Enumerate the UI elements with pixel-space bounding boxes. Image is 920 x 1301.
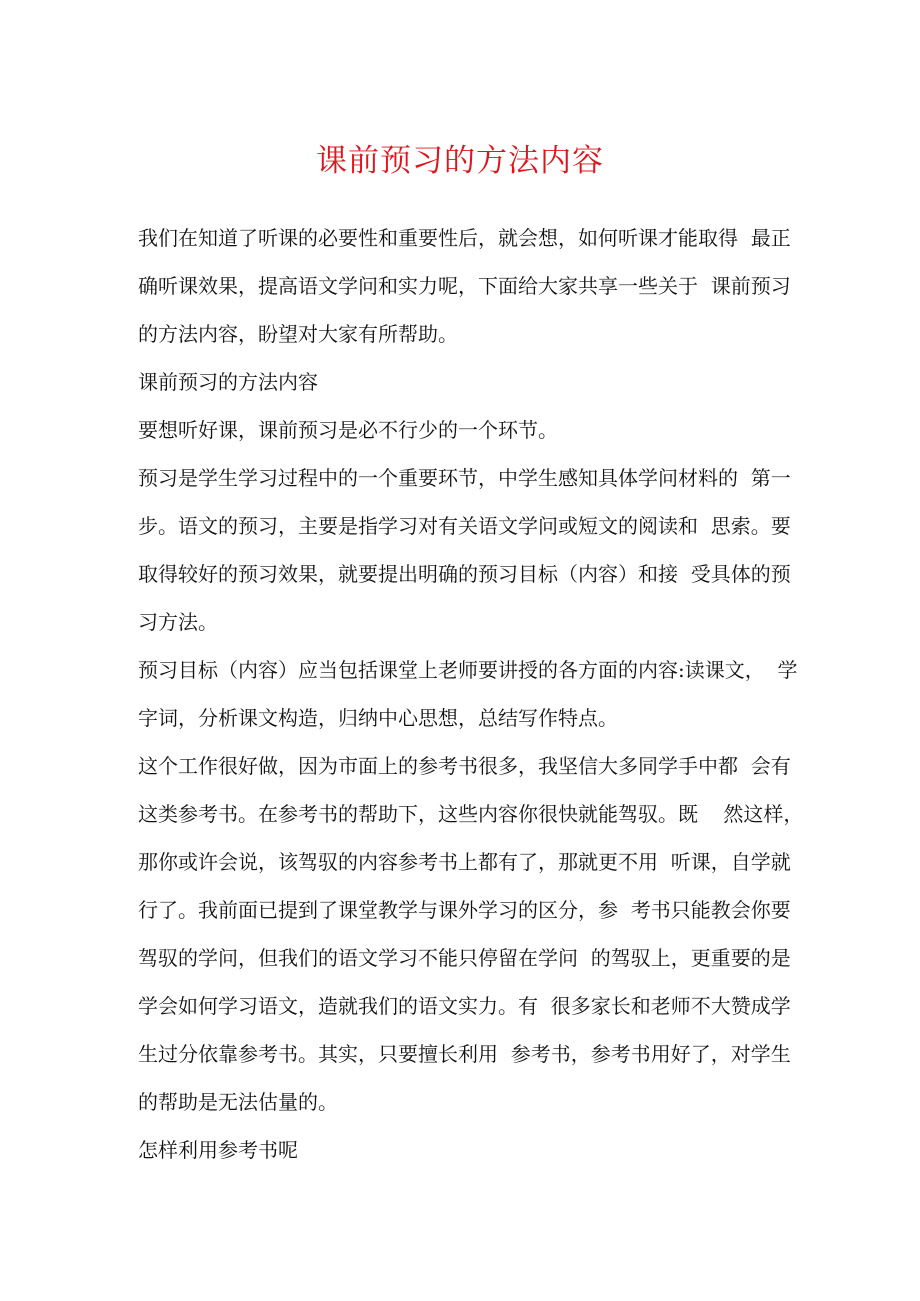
- paragraph-line: 要想听好课，课前预习是必不行少的一个环节。: [138, 418, 558, 442]
- paragraph-line: 取得较好的预习效果，就要提出明确的预习目标（内容）和接 受具体的预: [138, 562, 791, 586]
- paragraph-line: 习方法。: [138, 610, 218, 634]
- paragraph-line: 行了。我前面已提到了课堂教学与课外学习的区分，参 考书只能教会你要: [138, 898, 791, 922]
- paragraph-line: 步。语文的预习，主要是指学习对有关语文学问或短文的阅读和 思索。要: [138, 514, 791, 538]
- document-body: [138, 214, 804, 1174]
- section-heading: 怎样利用参考书呢: [138, 1138, 298, 1162]
- section-heading: 课前预习的方法内容: [138, 370, 318, 394]
- paragraph-line: 学会如何学习语文，造就我们的语文实力。有 很多家长和老师不大赞成学: [138, 994, 791, 1018]
- document-title: 课前预习的方法内容: [316, 143, 604, 179]
- paragraph-line: 这个工作很好做，因为市面上的参考书很多，我坚信大多同学手中都 会有: [138, 754, 791, 778]
- paragraph-line: 那你或许会说，该驾驭的内容参考书上都有了，那就更不用 听课，自学就: [138, 850, 791, 874]
- paragraph-line: 字词，分析课文构造，归纳中心思想，总结写作特点。: [138, 706, 618, 730]
- paragraph-line: 我们在知道了听课的必要性和重要性后，就会想，如何听课才能取得 最正: [138, 226, 791, 250]
- paragraph-line: 这类参考书。在参考书的帮助下，这些内容你很快就能驾驭。既 然这样，: [138, 802, 804, 826]
- paragraph-line: 生过分依靠参考书。其实，只要擅长利用 参考书，参考书用好了，对学生: [138, 1042, 791, 1066]
- paragraph-line: 驾驭的学问，但我们的语文学习不能只停留在学问 的驾驭上，更重要的是: [138, 946, 791, 970]
- paragraph-line: 预习目标（内容）应当包括课堂上老师要讲授的各方面的内容:读课文， 学: [138, 658, 798, 682]
- paragraph-line: 的方法内容，盼望对大家有所帮助。: [138, 322, 458, 346]
- paragraph-line: 的帮助是无法估量的。: [138, 1090, 338, 1114]
- paragraph-line: 确听课效果，提高语文学问和实力呢，下面给大家共享一些关于 课前预习: [138, 274, 791, 298]
- paragraph-line: 预习是学生学习过程中的一个重要环节，中学生感知具体学问材料的 第一: [138, 466, 791, 490]
